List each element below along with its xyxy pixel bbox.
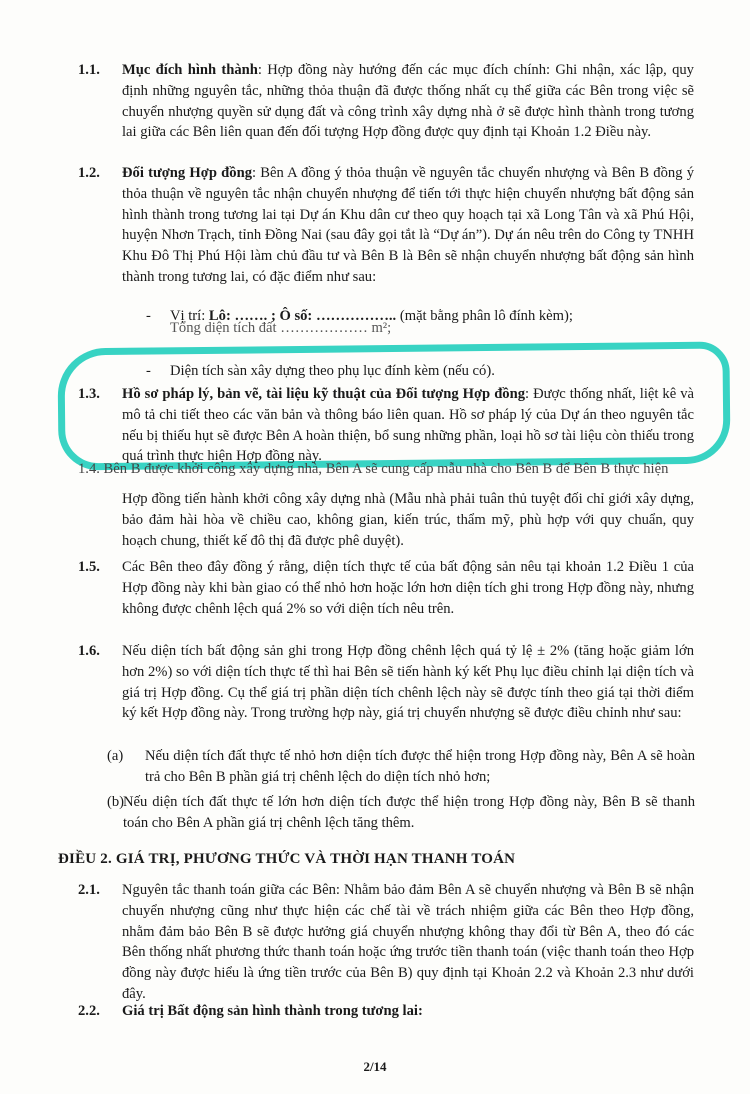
bullet-location: - Vị trí: Lô: ……. ; Ô số: …………….. (mặt bằng phân lô đính kèm); (146, 308, 573, 324)
clause-title: Đối tượng Hợp đồng (122, 165, 252, 181)
clause-number: 1.2. (78, 165, 100, 181)
clause-1-5 (78, 557, 696, 641)
article-2-heading: ĐIỀU 2. GIÁ TRỊ, PHƯƠNG THỨC VÀ THỜI HẠN THANH TOÁN (58, 851, 516, 867)
clause-text: Hợp đồng tiến hành khởi công xây dựng nhà (Mẫu nhà phải tuân thủ tuyệt đối chỉ giới xây dựng, bảo đảm hài hòa về chiều cao, không gian, kiến trúc, thẩm mỹ, phù hợp với quy chuẩn, quy hoạch chung, thiết kế đô thị đã được phê duyệt). (122, 491, 694, 549)
clause-1-6-a (107, 746, 697, 790)
sub-label: (a) (107, 748, 124, 764)
bullet-value: Lô: ……. ; Ô số: …………….. (208, 308, 397, 324)
bullet-area-partial: Tổng diện tích đất ……………… m²; (170, 320, 392, 336)
clause-title: Giá trị Bất động sản hình thành trong tương lai: (122, 1003, 423, 1019)
clause-body: : Bên A đồng ý thỏa thuận về nguyên tắc chuyển nhượng và Bên B đồng ý thỏa thuận về nguyên tắc nhận chuyển nhượng để tiến tới thực hiện chuyển nhượng bất động sản hình thành trong tương lai tại Dự án Khu dân cư theo quy hoạch tại xã Long Tân và xã Phú Hội, huyện Nhơn Trạch, tỉnh Đồng Nai (sau đây gọi tắt là “Dự án”). Dự án nêu trên do Công ty TNHH Khu Đô Thị Phú Hội làm chủ đầu tư và Bên B là Bên sẽ nhận chuyển nhượng bất động sản hình thành trong tương lai, có đặc điểm như sau: (122, 165, 694, 285)
clause-1-2 (78, 163, 696, 303)
clause-2-2 (78, 1001, 696, 1025)
sub-text: Nếu diện tích đất thực tế nhỏ hơn diện tích được thể hiện trong Hợp đồng này, Bên A sẽ hoàn trả cho Bên B phần giá trị chênh lệch do diện tích nhỏ hơn; (145, 748, 695, 785)
bullet-text: Diện tích sàn xây dựng theo phụ lục đính kèm (nếu có). (170, 363, 495, 379)
clause-number: 1.5. (78, 559, 100, 575)
page-number: 2/14 (363, 1059, 387, 1074)
clause-text: Nếu diện tích bất động sản ghi trong Hợp đồng chênh lệch quá tỷ lệ ± 2% (tăng hoặc giảm lớn hơn 2%) so với diện tích thực tế thì hai Bên sẽ tiến hành ký kết Phụ lục điều chỉnh lại diện tích và giá trị Hợp đồng. Cụ thể giá trị phần diện tích chênh lệch này sẽ được tính theo giá tại thời điểm ký kết Hợp đồng này. Trong trường hợp này, giá trị chuyển nhượng sẽ được điều chỉnh như sau: (122, 643, 694, 722)
clause-text: Các Bên theo đây đồng ý rằng, diện tích thực tế của bất động sản nêu tại khoản 1.2 Điều 1 của Hợp đồng này khi bàn giao có thể nhỏ hơn hoặc lớn hơn diện tích ghi trong Hợp đồng này, nhưng không được chênh lệch quá 2% so với diện tích nêu trên. (122, 559, 694, 617)
clause-text (122, 384, 694, 467)
clause-number: 1.6. (78, 643, 100, 659)
clause-1-4-partial: 1.4. Bên B được khởi công xây dựng nhà, Bên A sẽ cung cấp mẫu nhà cho Bên B để Bên B thực hiện (78, 461, 669, 477)
clause-text (122, 163, 694, 288)
clause-2-1 (78, 880, 696, 1006)
clause-1-3 (78, 384, 696, 468)
clause-number: 1.1. (78, 62, 100, 78)
clause-1-1 (78, 60, 696, 168)
clause-body: : Được thống nhất, liệt kê và mô tả chi tiết theo các văn bản và thông báo liên quan. Hồ sơ pháp lý của Dự án theo nguyên tắc nếu bị thiếu hụt sẽ được Bên A hoàn thiện, bổ sung những phần, loại hồ sơ tài liệu còn thiếu trong quá trình thực hiện Hợp đồng này. (122, 386, 694, 465)
sub-text: Nếu diện tích đất thực tế lớn hơn diện tích được thể hiện trong Hợp đồng này, Bên B sẽ thanh toán cho Bên A phần giá trị chênh lệch tăng thêm. (123, 794, 695, 831)
clause-title: Hồ sơ pháp lý, bản vẽ, tài liệu kỹ thuật của Đối tượng Hợp đồng (122, 386, 526, 402)
clause-text: Nguyên tắc thanh toán giữa các Bên: Nhằm bảo đảm Bên A sẽ chuyển nhượng và Bên B sẽ nhận chuyển nhượng cũng như thực hiện các chế tài về trách nhiệm giữa các Bên theo Hợp đồng, nhằm đảm bảo Bên B sẽ được hưởng giá chuyển nhượng không thay đổi từ Bên A, theo đó các Bên thống nhất phương thức thanh toán hoặc ứng trước tiền thanh toán (việc thanh toán theo Hợp đồng này được hiểu là ứng tiền trước của Bên B) quy định tại Khoản 2.2 và Khoản 2.3 như dưới đây. (122, 882, 694, 1002)
clause-body: : Hợp đồng này hướng đến các mục đích chính: Ghi nhận, xác lập, quy định những nguyên tắc, những thỏa thuận đã được thống nhất cụ thể giữa các Bên trong việc sẽ chuyển nhượng quyền sử dụng đất và công trình xây dựng nhà ở sẽ được hình thành trong tương lai giữa các Bên liên quan đến đối tượng Hợp đồng được quy định tại Khoản 1.2 Điều này. (122, 62, 694, 141)
clause-text (122, 60, 694, 143)
clause-1-4-cut (78, 461, 698, 479)
bullet-floor-area: - Diện tích sàn xây dựng theo phụ lục đính kèm (nếu có). (146, 363, 495, 379)
bullet-area-cut (170, 320, 450, 340)
clause-number: 2.1. (78, 882, 100, 898)
clause-1-4 (122, 489, 694, 553)
clause-1-6-b (107, 792, 697, 836)
clause-1-6 (78, 641, 696, 746)
clause-title: Mục đích hình thành (122, 62, 258, 78)
bullet-note: (mặt bằng phân lô đính kèm); (396, 308, 573, 324)
clause-number: 1.3. (78, 386, 100, 402)
bullet-label: Vị trí: (170, 308, 209, 324)
sub-label: (b) (107, 794, 125, 810)
clause-number: 2.2. (78, 1003, 100, 1019)
